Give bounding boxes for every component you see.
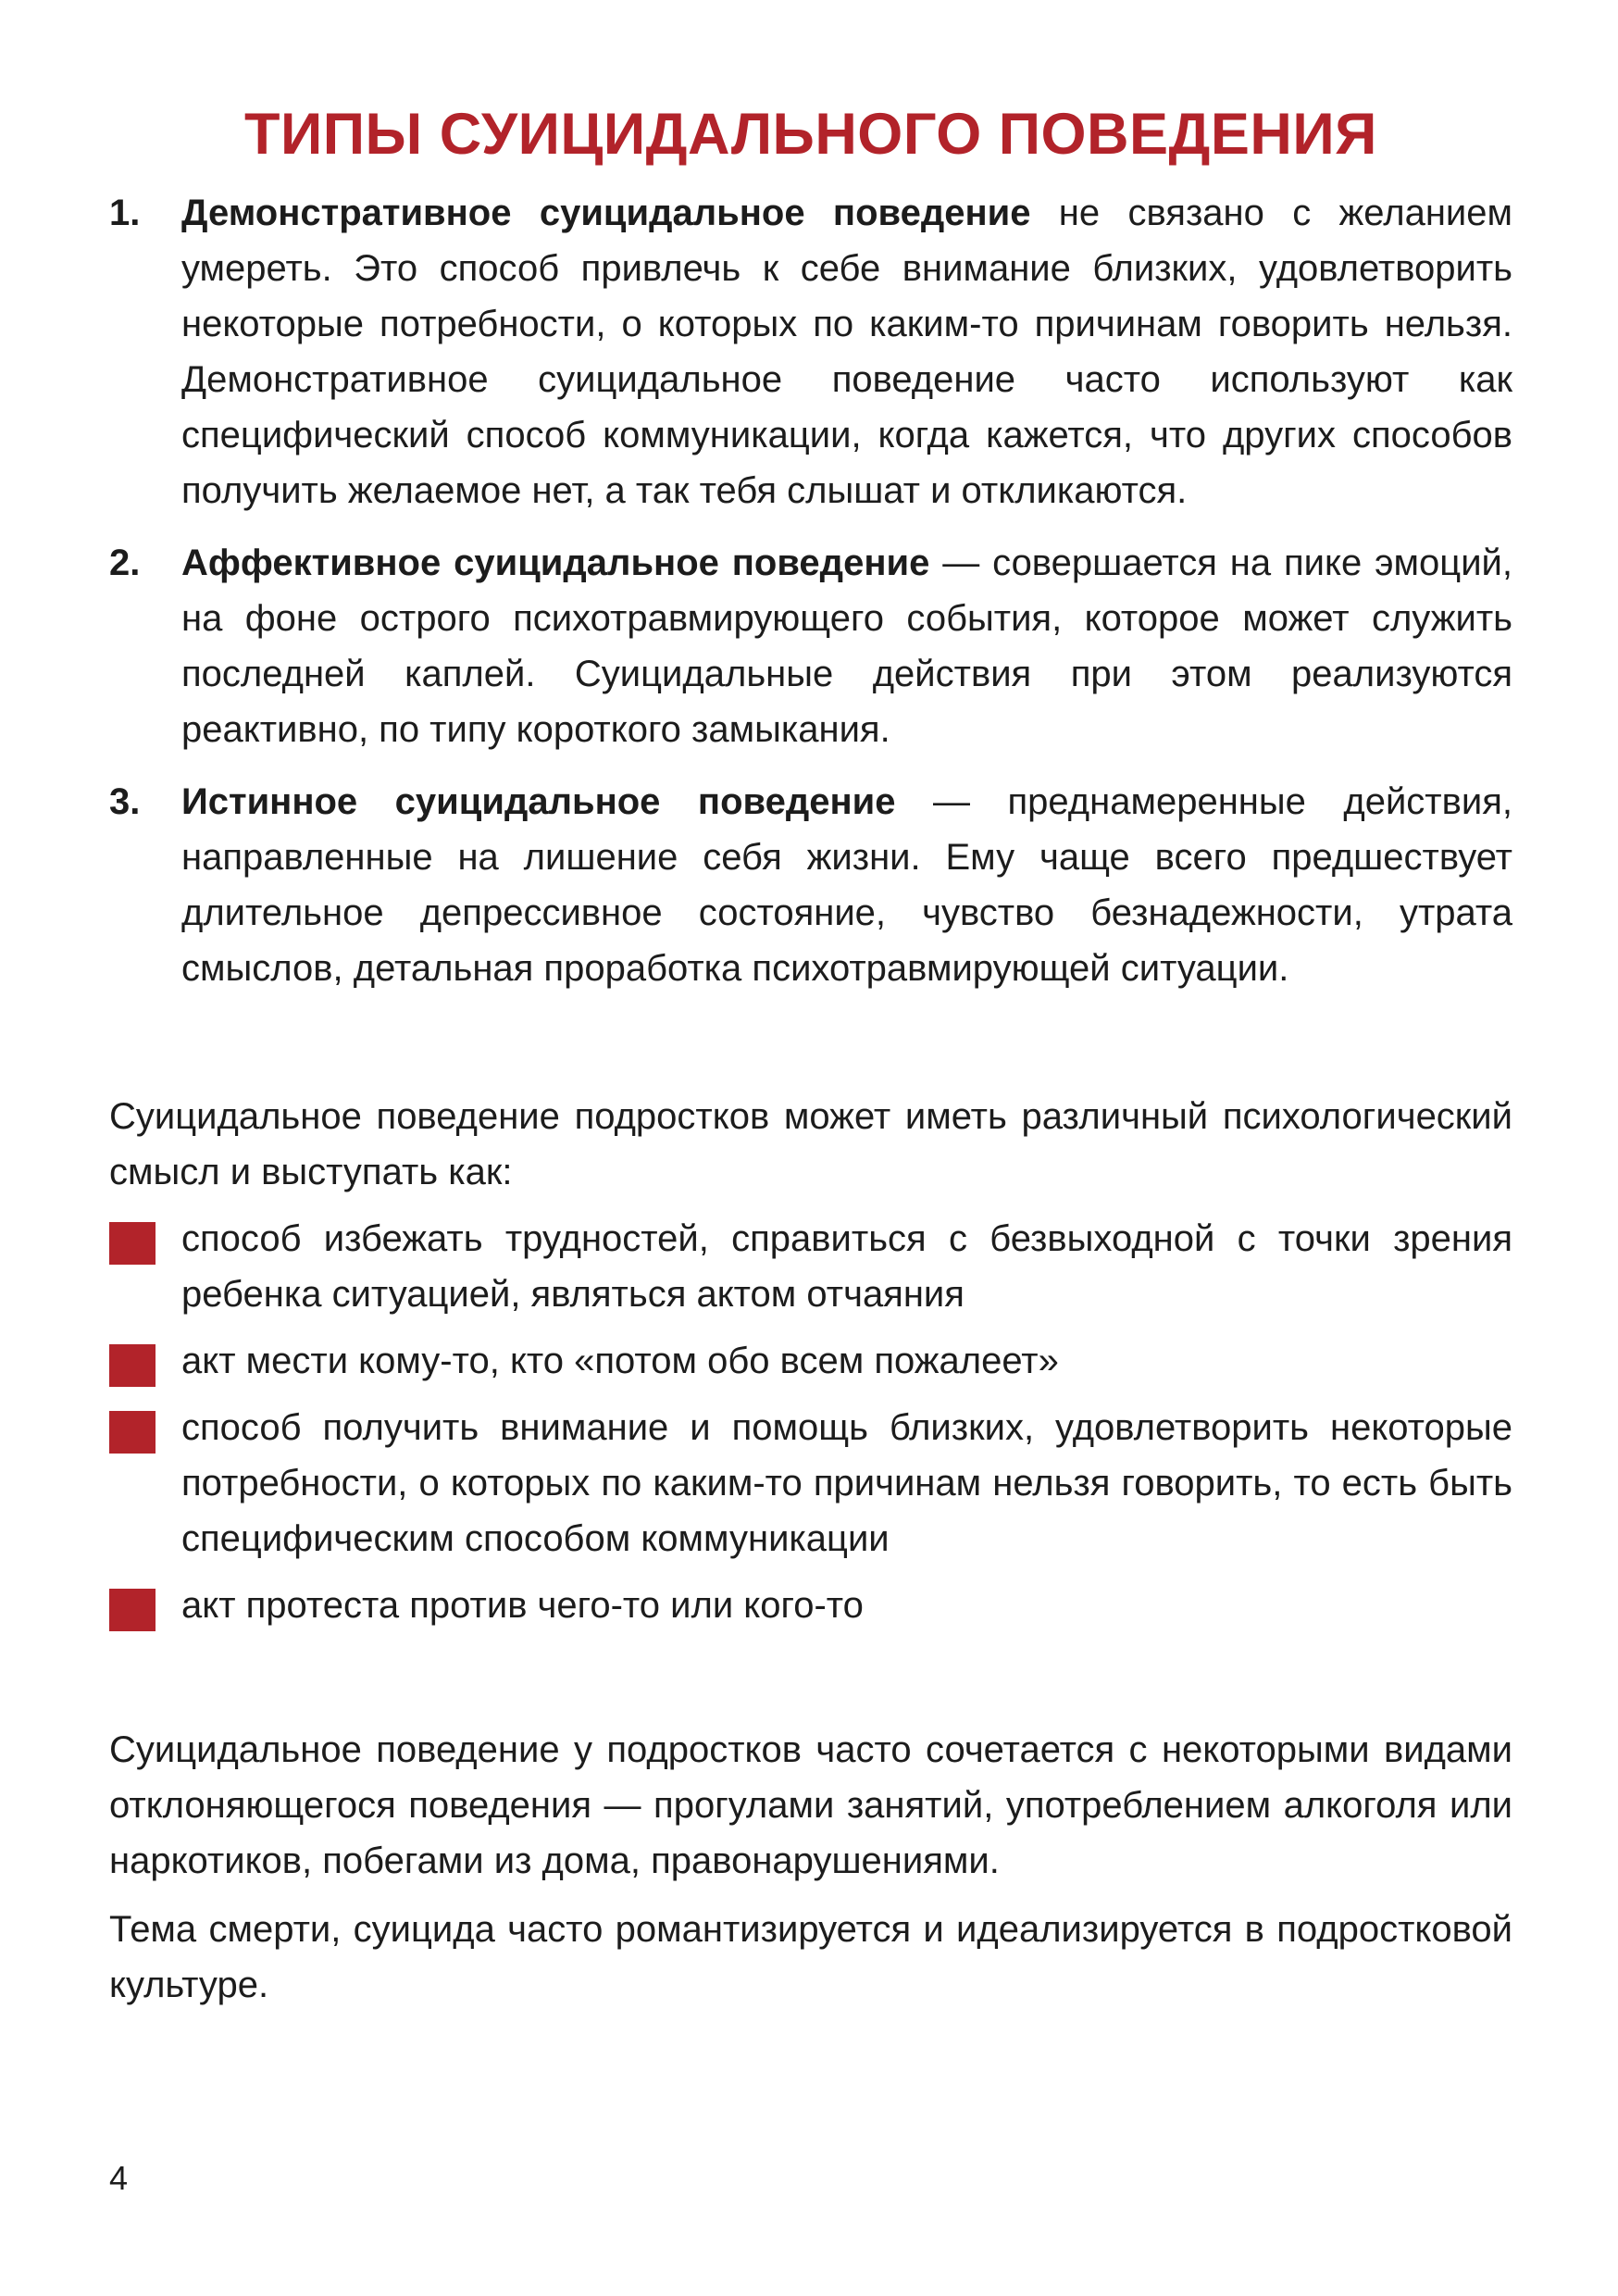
type-item-affective: [109, 535, 1512, 757]
meaning-item: [109, 1578, 1512, 1633]
meaning-item: [109, 1333, 1512, 1389]
type-term: Аффективное суицидальное поведение: [181, 543, 930, 583]
page-title: ТИПЫ СУИЦИДАЛЬНОГО ПОВЕДЕНИЯ: [244, 102, 1377, 167]
meaning-item-text: акт мести кому-то, кто «потом обо всем пожалеет»: [181, 1341, 1059, 1381]
type-term: Демонстративное суицидальное поведение: [181, 193, 1031, 233]
meaning-item: [109, 1400, 1512, 1566]
type-number: 3.: [109, 781, 141, 822]
red-square-bullet-icon: [109, 1411, 156, 1454]
red-square-bullet-icon: [109, 1222, 156, 1265]
red-square-bullet-icon: [109, 1589, 156, 1631]
type-description: не связано с желанием умереть. Это способ привлечь к себе внимание близких, удовлетворить некоторые потребности, о которых по каким-то причинам говорить нельзя. Демонстративное суицидальное поведение часто используют как специфический способ коммуникации, когда кажется, что других способов получить желаемое нет, а так тебя слышат и откликаются.: [181, 193, 1512, 511]
meaning-item-text: способ избежать трудностей, справиться с безвыходной с точки зрения ребенка ситуацией, являться актом отчаяния: [181, 1218, 1512, 1315]
type-description: — преднамеренные действия, направленные на лишение себя жизни. Ему чаще всего предшествует длительное депрессивное состояние, чувство безнадежности, утрата смыслов, детальная проработка психотравмирующей ситуации.: [181, 781, 1512, 989]
meaning-list: [109, 1211, 1512, 1633]
meaning-item: [109, 1211, 1512, 1322]
types-list: [109, 185, 1512, 996]
page-number: 4: [109, 2159, 129, 2197]
type-number: 2.: [109, 543, 141, 583]
meaning-intro: Суицидальное поведение подростков может иметь различный психологический смысл и выступать как:: [109, 1096, 1512, 1192]
type-term: Истинное суицидальное поведение: [181, 781, 896, 822]
red-square-bullet-icon: [109, 1344, 156, 1387]
paragraph-deviant-behavior: Суицидальное поведение у подростков часто сочетается с некоторыми видами отклоняющегося поведения — прогулами занятий, употреблением алкоголя или наркотиков, побегами из дома, правонарушениями.: [109, 1729, 1512, 1881]
meaning-item-text: акт протеста против чего-то или кого-то: [181, 1585, 864, 1626]
type-description: — совершается на пике эмоций, на фоне острого психотравмирующего события, которое может служить последней каплей. Суицидальные действия при этом реализуются реактивно, по типу короткого замыкания.: [181, 543, 1512, 750]
type-item-true: [109, 774, 1512, 996]
meaning-item-text: способ получить внимание и помощь близких, удовлетворить некоторые потребности, о которых по каким-то причинам нельзя говорить, то есть быть специфическим способом коммуникации: [181, 1407, 1512, 1559]
page-content: [109, 93, 1512, 2013]
type-number: 1.: [109, 193, 141, 233]
paragraph-romanticization: Тема смерти, суицида часто романтизируется и идеализируется в подростковой культуре.: [109, 1909, 1512, 2005]
type-item-demonstrative: [109, 185, 1512, 518]
